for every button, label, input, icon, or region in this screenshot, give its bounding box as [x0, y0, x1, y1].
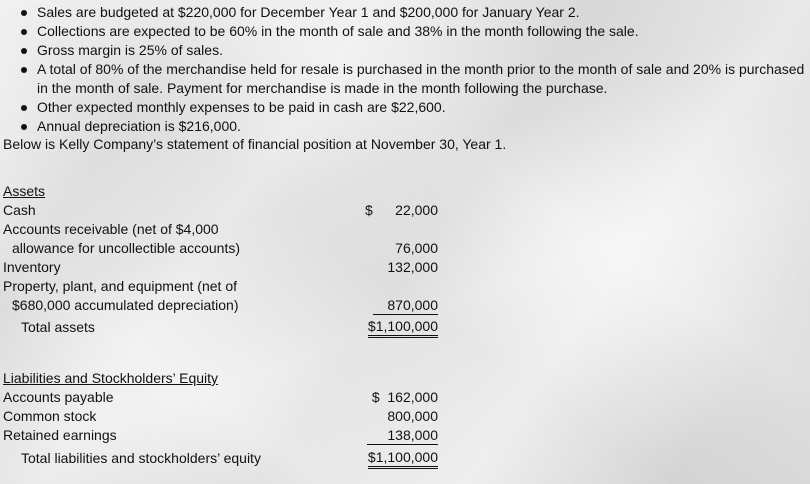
assumptions-list	[20, 3, 810, 136]
bullet-other-expenses: Other expected monthly expenses to be paid in cash are $22,600.	[20, 98, 810, 117]
inventory-value: 132,000	[387, 259, 438, 275]
common-stock-label: Common stock	[3, 408, 97, 424]
assets-heading: Assets	[3, 183, 46, 199]
ppe-label-line1: Property, plant, and equipment (net of	[3, 278, 237, 294]
cash-label: Cash	[3, 202, 36, 218]
total-liabilities-equity-label: Total liabilities and stockholders’ equity	[21, 450, 261, 466]
total-assets-value: $1,100,000	[368, 318, 438, 338]
ppe-label-line2: $680,000 accumulated depreciation)	[12, 297, 239, 313]
bullet-purchases: A total of 80% of the merchandise held for resale is purchased in the month prior to the month of sale and 20% is purchased in the month of sale. Payment for merchandise is made in the month following the purchase.	[20, 60, 810, 98]
bullet-depreciation: Annual depreciation is $216,000.	[20, 117, 810, 136]
ap-value: $ 162,000	[371, 389, 438, 405]
ar-label-line1: Accounts receivable (net of $4,000	[3, 221, 219, 237]
retained-earnings-value: 138,000	[367, 427, 438, 445]
ap-label: Accounts payable	[3, 389, 114, 405]
retained-earnings-label: Retained earnings	[3, 427, 117, 443]
total-liabilities-equity-value: $1,100,000	[368, 449, 438, 469]
liabilities-heading: Liabilities and Stockholders’ Equity	[3, 370, 219, 386]
inventory-label: Inventory	[3, 259, 61, 275]
ppe-value: 870,000	[373, 297, 438, 315]
bullet-gross-margin: Gross margin is 25% of sales.	[20, 41, 810, 60]
bullet-collections: Collections are expected to be 60% in the month of sale and 38% in the month following the sale.	[20, 22, 810, 41]
ar-value: 76,000	[395, 240, 438, 256]
total-assets-label: Total assets	[21, 319, 95, 335]
intro-text: Below is Kelly Company’s statement of financial position at November 30, Year 1.	[3, 136, 507, 152]
ar-label-line2: allowance for uncollectible accounts)	[12, 240, 241, 256]
cash-value: 22,000	[395, 202, 438, 218]
common-stock-value: 800,000	[387, 408, 438, 424]
bullet-sales: Sales are budgeted at $220,000 for December Year 1 and $200,000 for January Year 2.	[20, 3, 810, 22]
cash-dollar-sign: $	[365, 202, 373, 218]
